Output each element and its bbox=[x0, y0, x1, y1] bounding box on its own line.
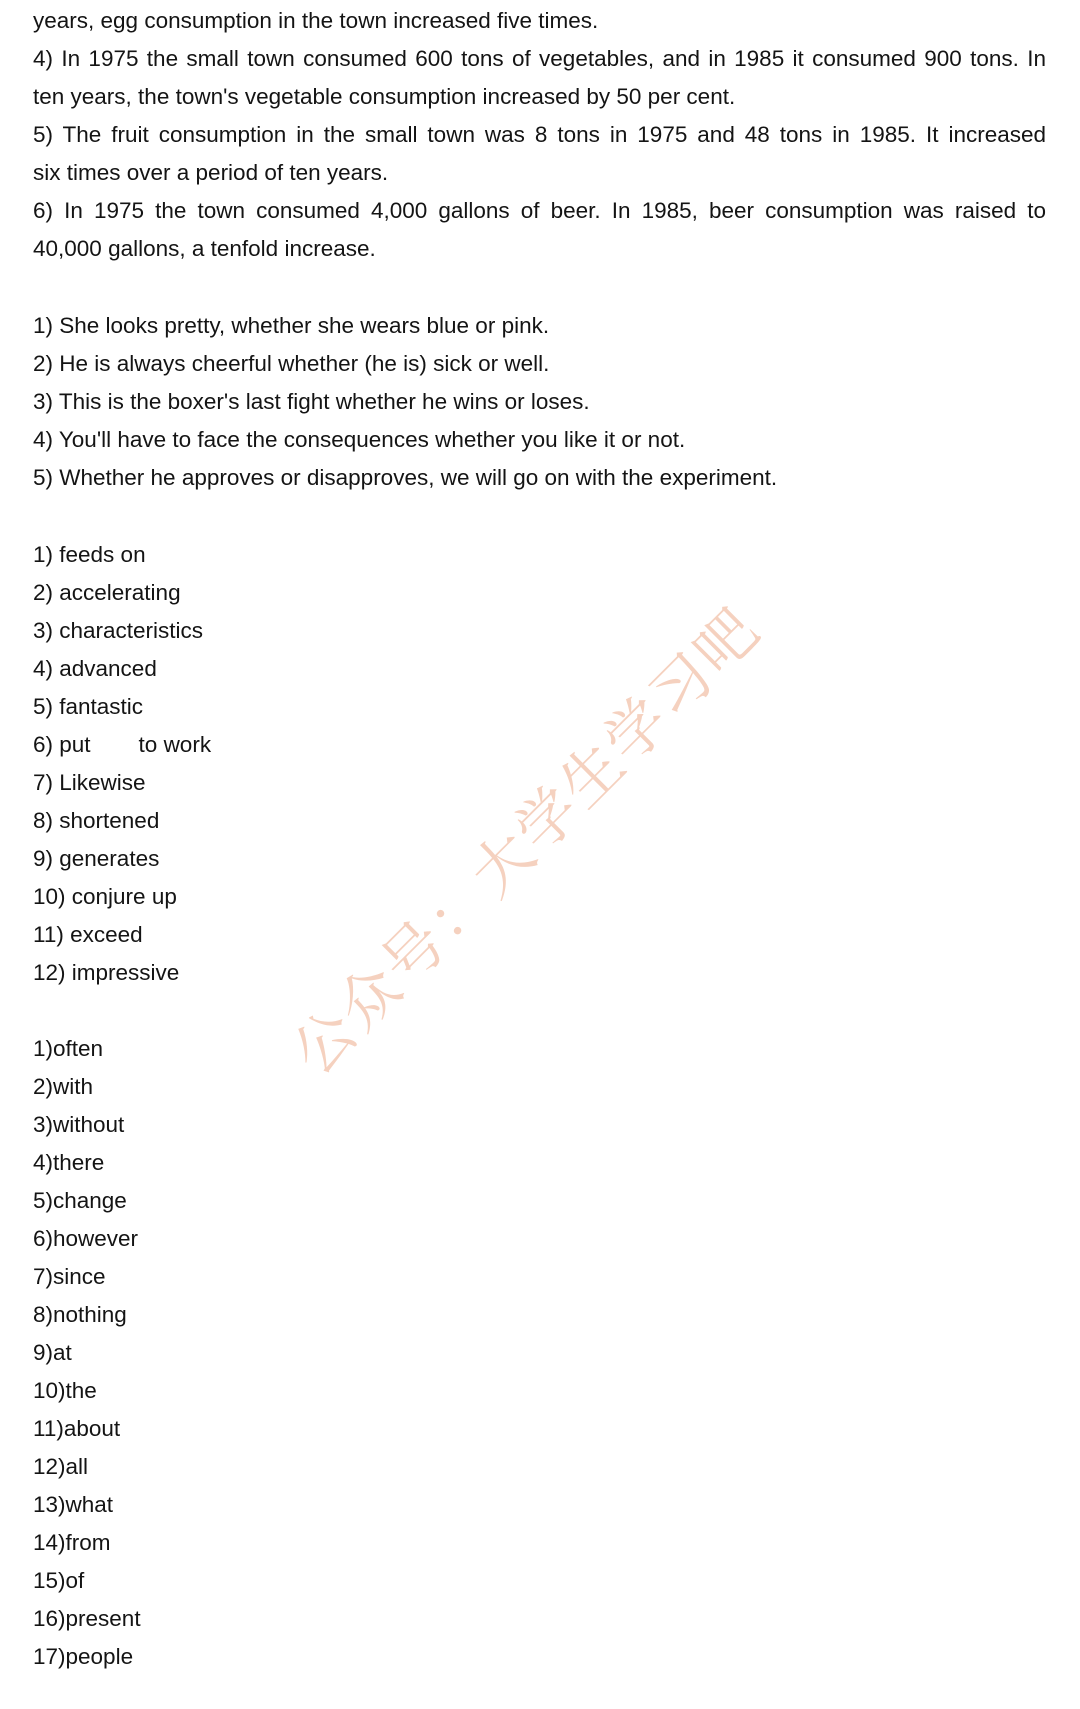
list-item: 7) Likewise bbox=[33, 770, 146, 795]
list-item: 3)without bbox=[33, 1112, 125, 1137]
list-item: 1) feeds on bbox=[33, 542, 146, 567]
paragraph-line: 5) The fruit consumption in the small town was 8 tons in 1975 and 48 tons in 1985. It increased bbox=[33, 122, 1046, 147]
list-item: 16)present bbox=[33, 1606, 141, 1631]
list-item: 5) fantastic bbox=[33, 694, 144, 719]
list-item-head: 6) put bbox=[33, 732, 91, 757]
list-item: 5) Whether he approves or disapproves, we will go on with the experiment. bbox=[33, 465, 778, 490]
list-item: 2) accelerating bbox=[33, 580, 181, 605]
list-item: 2) He is always cheerful whether (he is) sick or well. bbox=[33, 351, 550, 376]
list-item: 6)however bbox=[33, 1226, 139, 1251]
list-item: 8) shortened bbox=[33, 808, 160, 833]
list-item: 4)there bbox=[33, 1150, 105, 1175]
list-item: 3) characteristics bbox=[33, 618, 204, 643]
list-item bbox=[33, 726, 1046, 764]
paragraph-line: 6) In 1975 the town consumed 4,000 gallons of beer. In 1985, beer consumption was raised to bbox=[33, 198, 1046, 223]
paragraph-line: years, egg consumption in the town increased five times. bbox=[33, 8, 599, 33]
paragraph-line: 40,000 gallons, a tenfold increase. bbox=[33, 236, 376, 261]
list-item: 1) She looks pretty, whether she wears blue or pink. bbox=[33, 313, 550, 338]
paragraph-line: 4) In 1975 the small town consumed 600 tons of vegetables, and in 1985 it consumed 900 tons. In bbox=[33, 46, 1046, 71]
list-item: 11) exceed bbox=[33, 922, 143, 947]
list-item: 14)from bbox=[33, 1530, 111, 1555]
section-vocabulary-answers bbox=[33, 536, 1046, 992]
list-item: 9)at bbox=[33, 1340, 72, 1365]
list-item: 1)often bbox=[33, 1036, 104, 1061]
list-item: 17)people bbox=[33, 1644, 134, 1669]
list-item: 5)change bbox=[33, 1188, 127, 1213]
list-item: 10)the bbox=[33, 1378, 97, 1403]
list-item-tail: to work bbox=[138, 732, 212, 757]
list-item: 11)about bbox=[33, 1416, 121, 1441]
list-item: 2)with bbox=[33, 1074, 94, 1099]
list-item: 15)of bbox=[33, 1568, 85, 1593]
list-item: 9) generates bbox=[33, 846, 160, 871]
list-item: 13)what bbox=[33, 1492, 114, 1517]
list-item: 3) This is the boxer's last fight whether he wins or loses. bbox=[33, 389, 590, 414]
list-item: 10) conjure up bbox=[33, 884, 177, 909]
section-cloze-answers bbox=[33, 1030, 1046, 1676]
list-item: 12) impressive bbox=[33, 960, 180, 985]
list-item: 4) advanced bbox=[33, 656, 157, 681]
list-item: 4) You'll have to face the consequences whether you like it or not. bbox=[33, 427, 686, 452]
section-whether-sentences bbox=[33, 307, 1046, 497]
list-item: 8)nothing bbox=[33, 1302, 127, 1327]
paragraph-line: six times over a period of ten years. bbox=[33, 160, 389, 185]
watermark: 公众号：大学生学习吧 bbox=[279, 593, 775, 1089]
list-item: 7)since bbox=[33, 1264, 106, 1289]
section-consumption-answers bbox=[33, 2, 1046, 268]
paragraph-line: ten years, the town's vegetable consumption increased by 50 per cent. bbox=[33, 84, 736, 109]
list-item: 12)all bbox=[33, 1454, 89, 1479]
